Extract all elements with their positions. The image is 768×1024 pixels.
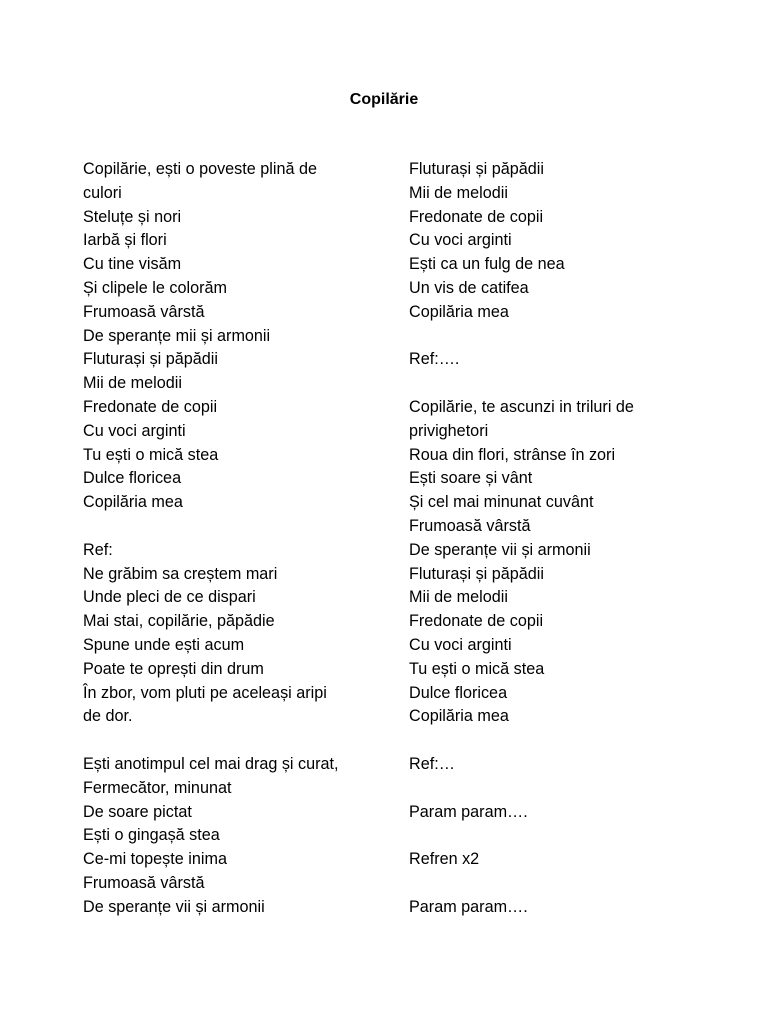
lyric-line: Copilăria mea bbox=[83, 493, 183, 512]
lyric-line bbox=[409, 777, 699, 801]
lyric-line: Dulce floricea bbox=[83, 469, 182, 488]
lyric-line: Fluturași și păpădii bbox=[83, 350, 218, 369]
lyric-line bbox=[83, 729, 373, 753]
lyric-line bbox=[409, 872, 699, 896]
lyric-line: Și cel mai minunat cuvânt bbox=[409, 493, 594, 512]
lyric-line: Iarbă și flori bbox=[83, 231, 167, 250]
lyric-line: Tu ești o mică stea bbox=[83, 445, 219, 464]
left-column bbox=[83, 158, 373, 920]
lyric-line: Cu voci arginti bbox=[409, 231, 512, 250]
lyric-line: De speranțe vii și armonii bbox=[409, 540, 591, 559]
lyric-line: Fluturași și păpădii bbox=[409, 160, 544, 178]
lyric-line: Ce-mi topește inima bbox=[83, 850, 227, 869]
lyric-line: Ne grăbim sa creștem mari bbox=[83, 564, 278, 583]
lyric-line: Cu voci arginti bbox=[83, 421, 186, 440]
lyric-line: Roua din flori, strânse în zori bbox=[409, 445, 616, 464]
lyric-line: Dulce floricea bbox=[409, 683, 508, 702]
lyric-line: Fredonate de copii bbox=[409, 612, 544, 631]
lyric-line bbox=[409, 729, 699, 753]
lyric-line: Copilărie, te ascunzi in triluri de bbox=[409, 397, 634, 416]
lyric-line: Mii de melodii bbox=[83, 374, 182, 393]
lyric-line: Param param…. bbox=[409, 897, 528, 916]
lyric-line: De soare pictat bbox=[83, 802, 192, 821]
lyric-line: Și clipele le colorăm bbox=[83, 278, 227, 297]
lyric-line bbox=[409, 372, 699, 396]
lyric-line: Tu ești o mică stea bbox=[409, 659, 545, 678]
lyric-line bbox=[409, 824, 699, 848]
lyric-line: Param param…. bbox=[409, 802, 528, 821]
lyric-line: Ref:… bbox=[409, 754, 455, 773]
page-title: Copilărie bbox=[349, 91, 419, 108]
lyric-line: Fredonate de copii bbox=[83, 397, 218, 416]
lyric-line: Poate te oprești din drum bbox=[83, 659, 264, 678]
lyric-line: Spune unde ești acum bbox=[83, 635, 245, 654]
lyric-line: Fredonate de copii bbox=[409, 207, 544, 226]
lyric-line: Copilăria mea bbox=[409, 302, 509, 321]
lyric-line: Fluturași și păpădii bbox=[409, 564, 544, 583]
lyric-line: Cu voci arginti bbox=[409, 635, 512, 654]
lyric-line: Ești anotimpul cel mai drag și curat, bbox=[83, 754, 339, 773]
lyric-line: Fermecător, minunat bbox=[83, 778, 232, 797]
lyric-line: Mii de melodii bbox=[409, 183, 508, 202]
lyric-line bbox=[409, 325, 699, 349]
lyric-line: Un vis de catifea bbox=[409, 278, 529, 297]
lyric-line: Mai stai, copilărie, păpădie bbox=[83, 612, 275, 631]
lyric-line: Frumoasă vârstă bbox=[83, 873, 205, 892]
lyric-line bbox=[83, 515, 373, 539]
lyric-line: Ref: bbox=[83, 540, 113, 559]
lyric-line: Mii de melodii bbox=[409, 588, 508, 607]
lyric-line: În zbor, vom pluti pe aceleași aripi bbox=[83, 683, 327, 702]
lyric-line: Copilăria mea bbox=[409, 707, 509, 726]
lyric-line: Cu tine visăm bbox=[83, 255, 182, 274]
lyric-line: De speranțe mii și armonii bbox=[83, 326, 271, 345]
lyric-line: culori bbox=[83, 183, 122, 202]
lyric-line: Ref:…. bbox=[409, 350, 460, 369]
lyric-line: De speranțe vii și armonii bbox=[83, 897, 265, 916]
lyric-line: de dor. bbox=[83, 707, 133, 726]
lyric-line: Frumoasă vârstă bbox=[409, 516, 531, 535]
lyric-line: privighetori bbox=[409, 421, 489, 440]
lyric-line: Unde pleci de ce dispari bbox=[83, 588, 256, 607]
lyric-line: Frumoasă vârstă bbox=[83, 302, 205, 321]
lyric-line: Copilărie, ești o poveste plină de bbox=[83, 160, 317, 178]
lyric-line: Steluțe și nori bbox=[83, 207, 182, 226]
lyric-line: Ești soare și vânt bbox=[409, 469, 533, 488]
lyric-line: Refren x2 bbox=[409, 850, 480, 869]
right-column bbox=[409, 158, 699, 920]
lyric-line: Ești o gingașă stea bbox=[83, 826, 220, 845]
lyric-line: Ești ca un fulg de nea bbox=[409, 255, 565, 274]
